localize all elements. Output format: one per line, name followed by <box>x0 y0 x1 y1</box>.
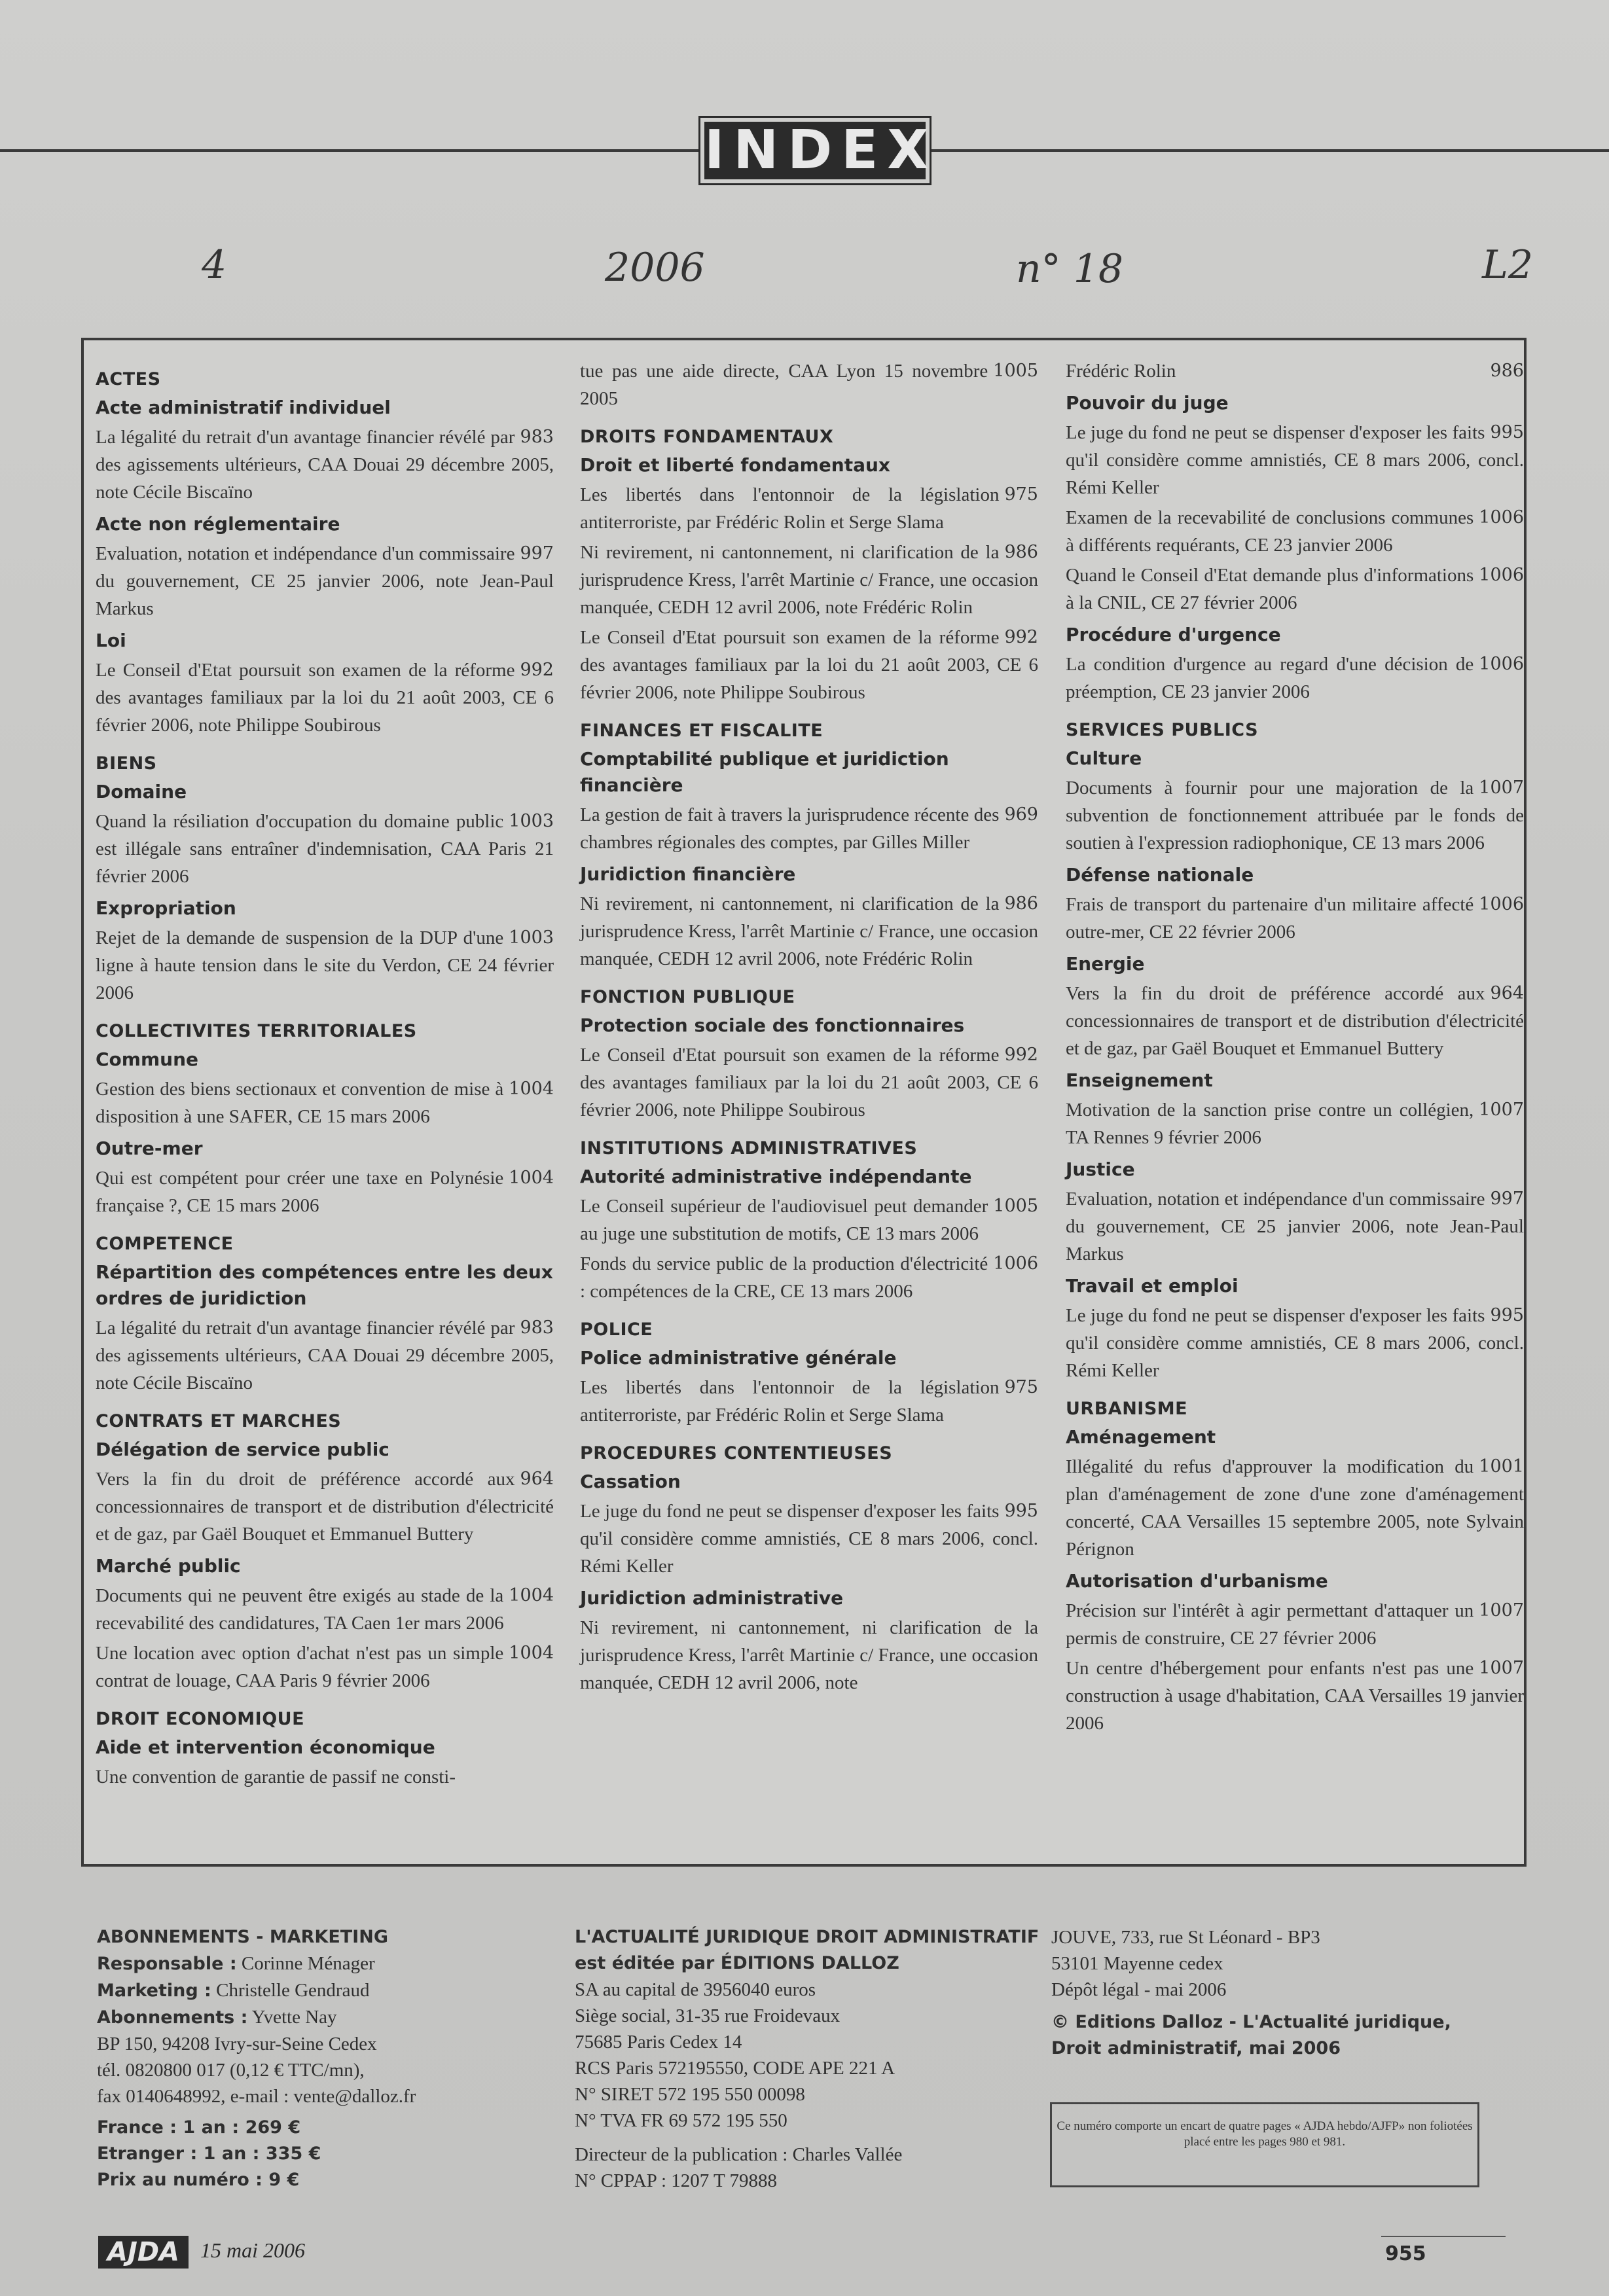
subsection-heading: Pouvoir du juge <box>1066 392 1229 414</box>
entry-text: Fonds du service public de la production d'électricité : compétences de la CRE, CE 13 mars 2006 <box>580 1253 988 1302</box>
index-column-3 <box>1066 355 1524 1737</box>
publisher-line: RCS Paris 572195550, CODE APE 221 A <box>575 2058 895 2079</box>
printer-line: 53101 Mayenne cedex <box>1051 1953 1223 1974</box>
handwritten-year: 2006 <box>605 245 705 291</box>
entry-page-number: 986 <box>1004 542 1038 562</box>
entry-text: Evaluation, notation et indépendance d'un commissaire du gouvernement, CE 25 janvier 2006, note Jean-Paul Markus <box>1066 1189 1524 1265</box>
subsection-heading: Acte non réglementaire <box>96 513 340 535</box>
index-entry <box>1066 891 1524 946</box>
subsection-heading: Procédure d'urgence <box>1066 624 1281 645</box>
entry-page-number: 1006 <box>993 1253 1038 1274</box>
entry-text: Les libertés dans l'entonnoir de la législation antiterroriste, par Frédéric Rolin et Serge Slama <box>580 484 1000 533</box>
ajda-logo: AJDA <box>98 2236 189 2269</box>
index-entry <box>1066 1453 1524 1563</box>
subscriptions-heading: ABONNEMENTS - MARKETING <box>97 1927 388 1947</box>
label: Abonnements : <box>97 2007 248 2028</box>
entry-page-number: 1006 <box>1479 507 1524 528</box>
price-numero: Prix au numéro : 9 € <box>97 2170 300 2190</box>
entry-text: La condition d'urgence au regard d'une décision de préemption, CE 23 janvier 2006 <box>1066 654 1474 702</box>
entry-page-number: 986 <box>1490 361 1524 381</box>
entry-text: Un centre d'hébergement pour enfants n'est pas une construction à usage d'habitation, CAA Versailles 19 janvier 2006 <box>1066 1658 1524 1734</box>
section-heading: FONCTION PUBLIQUE <box>580 987 795 1007</box>
footer-line-abonnements <box>97 2004 555 2031</box>
entry-text: Le Conseil d'Etat poursuit son examen de la réforme des avantages familiaux par la loi du 21 août 2003, CE 6 février 2006, note Philippe Soubirous <box>96 660 554 736</box>
entry-text: Documents à fournir pour une majoration de la subvention de fonctionnement attribuée par le fonds de soutien à l'expression radiophonique, CE 13 mars 2006 <box>1066 778 1524 853</box>
entry-text: Ni revirement, ni cantonnement, ni clarification de la jurisprudence Kress, l'arrêt Martinie c/ France, une occasion manquée, CEDH 12 avril 2006, note <box>580 1617 1038 1693</box>
entry-page-number: 1004 <box>509 1585 554 1605</box>
subsection-heading: Marché public <box>96 1555 241 1577</box>
index-entry <box>1066 1597 1524 1652</box>
cppap: N° CPPAP : 1207 T 79888 <box>575 2170 777 2191</box>
subsection-heading: Aménagement <box>1066 1426 1216 1448</box>
entry-text: Le Conseil supérieur de l'audiovisuel peut demander au juge une substitution de motifs, CE 13 mars 2006 <box>580 1196 988 1244</box>
section-heading: INSTITUTIONS ADMINISTRATIVES <box>580 1138 918 1158</box>
entry-page-number: 986 <box>1004 893 1038 914</box>
index-entry <box>580 1193 1038 1247</box>
index-entry <box>96 808 554 890</box>
entry-text: Les libertés dans l'entonnoir de la législation antiterroriste, par Frédéric Rolin et Serge Slama <box>580 1377 1000 1426</box>
entry-page-number: 975 <box>1004 484 1038 505</box>
index-entry <box>580 1498 1038 1580</box>
footer-printer <box>1051 1924 1523 2062</box>
index-entry <box>1066 1185 1524 1268</box>
entry-page-number: 983 <box>520 1318 554 1338</box>
entry-text: Examen de la recevabilité de conclusions communes à différents requérants, CE 23 janvier 2006 <box>1066 507 1474 556</box>
section-heading: BIENS <box>96 753 157 774</box>
section-heading: FINANCES ET FISCALITE <box>580 721 823 741</box>
entry-page-number: 992 <box>1004 1045 1038 1065</box>
entry-text: Frais de transport du partenaire d'un militaire affecté outre-mer, CE 22 février 2006 <box>1066 894 1474 942</box>
subsection-heading: Droit et liberté fondamentaux <box>580 454 890 476</box>
entry-text: Gestion des biens sectionaux et convention de mise à disposition à une SAFER, CE 15 mars 2006 <box>96 1079 504 1127</box>
insert-notice: Ce numéro comporte un encart de quatre pages « AJDA hebdo/AJFP» non foliotées placé entre les pages 980 et 981. <box>1050 2102 1479 2187</box>
index-column-2 <box>580 355 1038 1696</box>
entry-page-number: 995 <box>1490 1305 1524 1325</box>
subsection-heading: Travail et emploi <box>1066 1275 1238 1297</box>
subsection-heading: Justice <box>1066 1158 1135 1180</box>
entry-text: Quand le Conseil d'Etat demande plus d'informations à la CNIL, CE 27 février 2006 <box>1066 565 1474 613</box>
value: Christelle Gendraud <box>216 1980 370 2001</box>
subsection-heading: Juridiction financière <box>580 863 796 885</box>
index-entry <box>96 1164 554 1219</box>
publication-director: Directeur de la publication : Charles Vallée <box>575 2144 903 2165</box>
entry-page-number: 992 <box>520 660 554 680</box>
label: Marketing : <box>97 1981 211 2001</box>
subsection-heading: Aide et intervention économique <box>96 1736 435 1758</box>
publisher-subheading: est éditée par ÉDITIONS DALLOZ <box>575 1953 899 1973</box>
entry-page-number: 983 <box>520 427 554 447</box>
index-entry <box>580 1041 1038 1124</box>
footer-line-address: BP 150, 94208 Ivry-sur-Seine Cedex <box>97 2034 377 2054</box>
index-entry <box>96 1640 554 1695</box>
subsection-heading: Police administrative générale <box>580 1347 897 1369</box>
entry-page-number: 1005 <box>993 1196 1038 1216</box>
subsection-heading: Juridiction administrative <box>580 1587 844 1609</box>
price-france: France : 1 an : 269 € <box>97 2117 301 2138</box>
handwritten-number: n° 18 <box>1016 246 1124 292</box>
index-entry <box>96 1465 554 1548</box>
entry-page-number: 1005 <box>993 361 1038 381</box>
footer-subscriptions <box>97 1924 555 2193</box>
entry-page-number: 1001 <box>1479 1456 1524 1477</box>
entry-page-number: 1006 <box>1479 565 1524 585</box>
entry-text: Une convention de garantie de passif ne consti- <box>96 1767 456 1787</box>
entry-page-number: 1003 <box>509 811 554 831</box>
entry-text: Le juge du fond ne peut se dispenser d'exposer les faits qu'il considère comme amnistiés, CE 8 mars 2006, concl. Rémi Keller <box>1066 422 1524 498</box>
index-entry <box>96 423 554 506</box>
index-title: INDEX <box>700 118 930 183</box>
value: Yvette Nay <box>251 2007 337 2028</box>
section-heading: PROCEDURES CONTENTIEUSES <box>580 1443 893 1463</box>
entry-page-number: 1004 <box>509 1643 554 1663</box>
entry-page-number: 1003 <box>509 927 554 948</box>
footer-line-responsable <box>97 1950 555 1977</box>
footer-line-marketing <box>97 1977 555 2004</box>
section-heading: POLICE <box>580 1319 653 1340</box>
footer-line-fax: fax 0140648992, e-mail : vente@dalloz.fr <box>97 2086 416 2107</box>
entry-text: La légalité du retrait d'un avantage financier révélé par des agissements ultérieurs, CAA Douai 29 décembre 2005, note Cécile Biscaïno <box>96 427 554 503</box>
index-entry <box>1066 1302 1524 1384</box>
index-entry <box>96 656 554 739</box>
index-entry <box>580 890 1038 973</box>
index-entry <box>580 539 1038 621</box>
section-heading: URBANISME <box>1066 1399 1188 1419</box>
subsection-heading: Energie <box>1066 953 1145 975</box>
entry-text: La légalité du retrait d'un avantage financier révélé par des agissements ultérieurs, CAA Douai 29 décembre 2005, note Cécile Biscaïno <box>96 1318 554 1393</box>
value: Corinne Ménager <box>241 1953 375 1974</box>
entry-text: Le juge du fond ne peut se dispenser d'exposer les faits qu'il considère comme amnistiés, CE 8 mars 2006, concl. Rémi Keller <box>580 1501 1038 1577</box>
index-entry <box>1066 980 1524 1062</box>
subsection-heading: Domaine <box>96 781 187 802</box>
entry-text: Motivation de la sanction prise contre un collégien, TA Rennes 9 février 2006 <box>1066 1100 1474 1148</box>
handwritten-code: L2 <box>1482 242 1534 288</box>
index-entry <box>580 801 1038 856</box>
entry-text: Le juge du fond ne peut se dispenser d'exposer les faits qu'il considère comme amnistiés, CE 8 mars 2006, concl. Rémi Keller <box>1066 1305 1524 1381</box>
entry-text: Evaluation, notation et indépendance d'un commissaire du gouvernement, CE 25 janvier 2006, note Jean-Paul Markus <box>96 543 554 619</box>
entry-text: Ni revirement, ni cantonnement, ni clarification de la jurisprudence Kress, l'arrêt Martinie c/ France, une occasion manquée, CEDH 12 avril 2006, note Frédéric Rolin <box>580 542 1038 618</box>
entry-page-number: 969 <box>1004 804 1038 825</box>
printer-line: Dépôt légal - mai 2006 <box>1051 1979 1227 2000</box>
section-heading: ACTES <box>96 369 161 389</box>
section-heading: SERVICES PUBLICS <box>1066 720 1259 740</box>
footer-line-phone: tél. 0820800 017 (0,12 € TTC/mn), <box>97 2060 365 2081</box>
index-entry <box>1066 504 1524 559</box>
index-entry <box>1066 1655 1524 1737</box>
publisher-line: N° TVA FR 69 572 195 550 <box>575 2110 787 2131</box>
handwritten-volume: 4 <box>202 242 227 288</box>
entry-text: Qui est compétent pour créer une taxe en Polynésie française ?, CE 15 mars 2006 <box>96 1168 504 1216</box>
subsection-heading: Délégation de service public <box>96 1439 389 1460</box>
entry-page-number: 995 <box>1004 1501 1038 1521</box>
entry-page-number: 1006 <box>1479 654 1524 674</box>
publisher-line: Siège social, 31-35 rue Froidevaux <box>575 2005 841 2026</box>
footer-publisher <box>575 1924 1059 2194</box>
page-number: 955 <box>1385 2242 1426 2265</box>
subsection-heading: Répartition des compétences entre les deux ordres de juridiction <box>96 1261 553 1309</box>
subsection-heading: Autorité administrative indépendante <box>580 1166 972 1187</box>
publisher-heading: L'ACTUALITÉ JURIDIQUE DROIT ADMINISTRATIF <box>575 1927 1040 1947</box>
entry-page-number: 1004 <box>509 1079 554 1099</box>
entry-page-number: 1006 <box>1479 894 1524 914</box>
index-entry <box>580 1250 1038 1305</box>
copyright: © Editions Dalloz - L'Actualité juridique, Droit administratif, mai 2006 <box>1051 2012 1451 2058</box>
label: Responsable : <box>97 1954 237 1974</box>
subsection-heading: Défense nationale <box>1066 864 1254 886</box>
entry-text: Illégalité du refus d'approuver la modification du plan d'aménagement de zone d'une zone d'aménagement concerté, CAA Versailles 15 septembre 2005, note Sylvain Pérignon <box>1066 1456 1524 1560</box>
entry-page-number: 964 <box>1490 983 1524 1003</box>
entry-page-number: 997 <box>1490 1189 1524 1209</box>
index-entry <box>580 624 1038 706</box>
subsection-heading: Comptabilité publique et juridiction financière <box>580 748 949 796</box>
index-entry <box>580 481 1038 536</box>
index-entry <box>1066 1096 1524 1151</box>
entry-text: La gestion de fait à travers la jurisprudence récente des chambres régionales des comptes, par Gilles Miller <box>580 804 1000 853</box>
entry-page-number: 1007 <box>1479 1100 1524 1120</box>
index-box <box>81 338 1527 1867</box>
subsection-heading: Commune <box>96 1049 198 1070</box>
section-heading: COMPETENCE <box>96 1234 234 1254</box>
subsection-heading: Enseignement <box>1066 1069 1213 1091</box>
subsection-heading: Outre-mer <box>96 1138 203 1159</box>
entry-text: Une location avec option d'achat n'est pas un simple contrat de louage, CAA Paris 9 février 2006 <box>96 1643 504 1691</box>
index-entry <box>96 1075 554 1130</box>
printer-line: JOUVE, 733, rue St Léonard - BP3 <box>1051 1927 1320 1948</box>
index-entry <box>580 1374 1038 1429</box>
index-entry <box>1066 357 1524 385</box>
subsection-heading: Culture <box>1066 747 1142 769</box>
index-entry <box>1066 774 1524 857</box>
index-entry <box>96 1582 554 1637</box>
index-entry <box>96 540 554 622</box>
entry-page-number: 995 <box>1490 422 1524 442</box>
section-heading: DROITS FONDAMENTAUX <box>580 427 834 447</box>
entry-page-number: 992 <box>1004 627 1038 647</box>
subsection-heading: Loi <box>96 630 126 651</box>
entry-page-number: 1007 <box>1479 1600 1524 1621</box>
subsection-heading: Cassation <box>580 1471 681 1492</box>
entry-text: Ni revirement, ni cantonnement, ni clarification de la jurisprudence Kress, l'arrêt Martinie c/ France, une occasion manquée, CEDH 12 avril 2006, note Frédéric Rolin <box>580 893 1038 969</box>
section-heading: COLLECTIVITES TERRITORIALES <box>96 1021 417 1041</box>
entry-text: Quand la résiliation d'occupation du domaine public est illégale sans entraîner d'indemnisation, CAA Paris 21 février 2006 <box>96 811 554 887</box>
publisher-line: 75685 Paris Cedex 14 <box>575 2032 742 2053</box>
entry-page-number: 1007 <box>1479 1658 1524 1678</box>
index-entry <box>96 924 554 1007</box>
subsection-heading: Protection sociale des fonctionnaires <box>580 1014 965 1036</box>
entry-text: Précision sur l'intérêt à agir permettant d'attaquer un permis de construire, CE 27 février 2006 <box>1066 1600 1474 1649</box>
index-entry <box>580 357 1038 412</box>
index-column-1 <box>96 355 554 1791</box>
price-etranger: Etranger : 1 an : 335 € <box>97 2144 321 2164</box>
index-entry <box>580 1614 1038 1696</box>
index-entry <box>1066 562 1524 617</box>
index-entry <box>1066 419 1524 501</box>
index-entry <box>1066 651 1524 706</box>
index-entry <box>96 1763 554 1791</box>
index-entry <box>96 1314 554 1397</box>
entry-text: Le Conseil d'Etat poursuit son examen de la réforme des avantages familiaux par la loi du 21 août 2003, CE 6 février 2006, note Philippe Soubirous <box>580 627 1038 703</box>
page-number-rule <box>1381 2236 1506 2237</box>
entry-page-number: 1007 <box>1479 778 1524 798</box>
entry-text: Le Conseil d'Etat poursuit son examen de la réforme des avantages familiaux par la loi du 21 août 2003, CE 6 février 2006, note Philippe Soubirous <box>580 1045 1038 1121</box>
entry-text: tue pas une aide directe, CAA Lyon 15 novembre 2005 <box>580 361 988 409</box>
entry-page-number: 975 <box>1004 1377 1038 1397</box>
entry-text: Rejet de la demande de suspension de la DUP d'une ligne à haute tension dans le site du Verdon, CE 24 février 2006 <box>96 927 554 1003</box>
subsection-heading: Expropriation <box>96 897 236 919</box>
publisher-line: N° SIRET 572 195 550 00098 <box>575 2084 805 2105</box>
section-heading: CONTRATS ET MARCHES <box>96 1411 342 1431</box>
entry-page-number: 1004 <box>509 1168 554 1188</box>
subsection-heading: Acte administratif individuel <box>96 397 391 418</box>
entry-text: Frédéric Rolin <box>1066 361 1176 382</box>
issue-date: 15 mai 2006 <box>200 2238 305 2262</box>
entry-page-number: 997 <box>520 543 554 564</box>
section-heading: DROIT ECONOMIQUE <box>96 1709 305 1729</box>
subsection-heading: Autorisation d'urbanisme <box>1066 1570 1328 1592</box>
publisher-line: SA au capital de 3956040 euros <box>575 1979 816 2000</box>
entry-text: Vers la fin du droit de préférence accordé aux concessionnaires de transport et de distribution d'électricité et de gaz, par Gaël Bouquet et Emmanuel Buttery <box>96 1469 554 1545</box>
entry-page-number: 964 <box>520 1469 554 1489</box>
entry-text: Vers la fin du droit de préférence accordé aux concessionnaires de transport et de distribution d'électricité et de gaz, par Gaël Bouquet et Emmanuel Buttery <box>1066 983 1524 1059</box>
entry-text: Documents qui ne peuvent être exigés au stade de la recevabilité des candidatures, TA Caen 1er mars 2006 <box>96 1585 504 1634</box>
